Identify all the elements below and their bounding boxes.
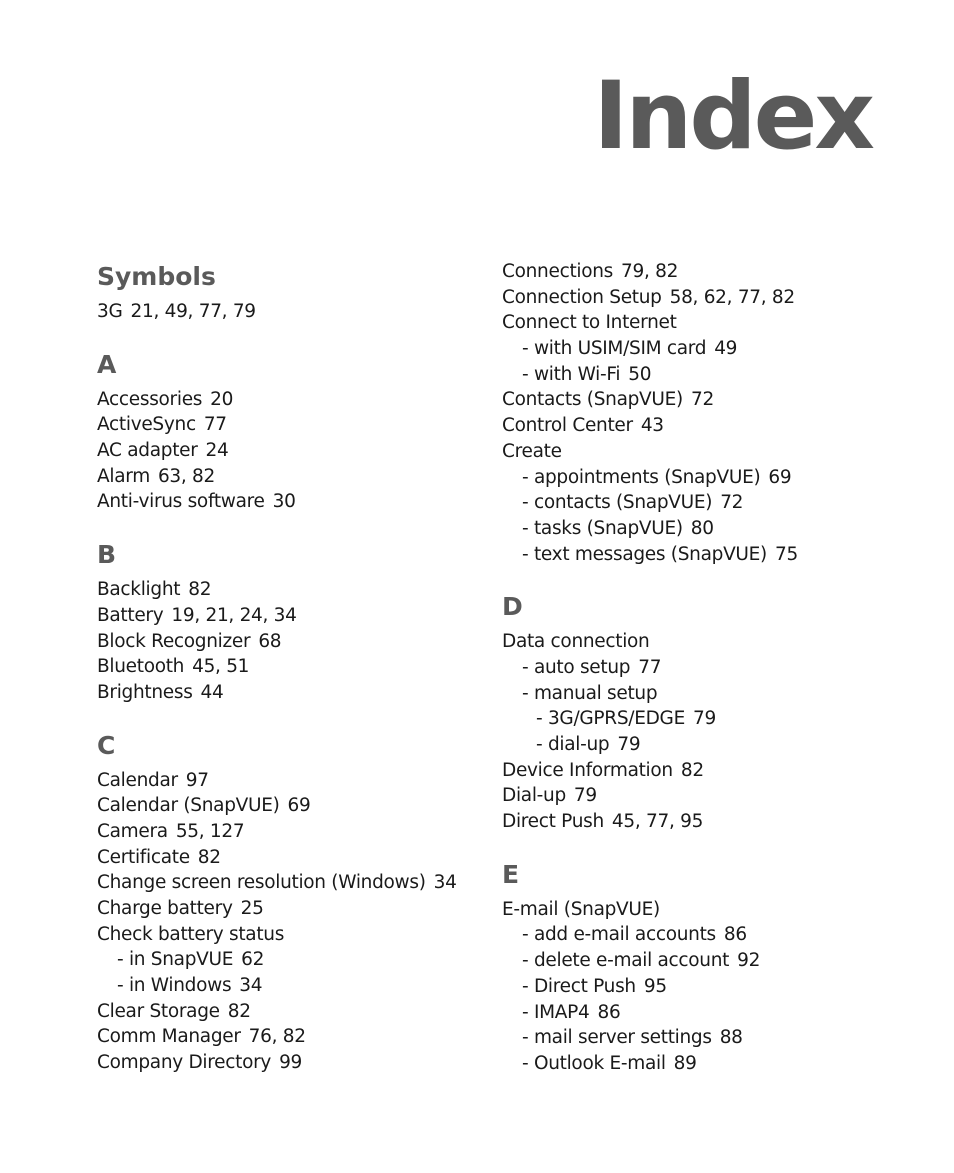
index-term: Block Recognizer [97,630,251,652]
index-term: Charge battery [97,898,233,919]
index-entry [97,999,497,1025]
index-entry-list [97,299,497,325]
index-term: - manual setup [522,682,658,704]
index-term: - with Wi-Fi [522,363,621,385]
index-term: Calendar (SnapVUE) [97,795,280,817]
index-entry-list [502,259,902,567]
index-entry [502,897,902,923]
index-term: - appointments (SnapVUE) [522,466,761,488]
index-term: Battery [97,604,164,626]
page-numbers: 82 [227,1000,251,1022]
index-entry [502,516,902,542]
index-entry [502,783,902,809]
index-term: - contacts (SnapVUE) [522,492,713,514]
section-heading-d: D [502,592,523,622]
index-term: - delete e-mail account [522,950,730,972]
index-term: - Direct Push [522,975,636,997]
index-entry [502,465,902,491]
page-numbers: 68 [258,630,282,652]
index-term: Brightness [97,681,193,703]
page-numbers: 77 [203,414,227,436]
index-entry [502,732,902,758]
section-heading-a: A [97,349,117,379]
page-numbers: 79, 82 [621,261,679,282]
index-term: Control Center [502,415,633,437]
page-numbers: 72 [690,389,714,411]
page-numbers: 49 [714,338,738,360]
page-numbers: 45, 51 [192,656,250,678]
page-numbers: 92 [737,950,761,972]
page-numbers: 21, 49, 77, 79 [130,301,256,322]
index-entry [97,845,497,871]
index-entry [97,387,497,413]
index-term: Camera [97,820,168,842]
index-term: Connect to Internet [502,312,677,334]
page-numbers: 82 [188,579,212,601]
page-numbers: 95 [643,975,667,997]
section-heading-c: C [97,730,116,760]
page-numbers: 30 [272,491,296,513]
page-numbers: 82 [680,759,704,781]
index-term: - mail server settings [522,1027,712,1049]
index-term: Calendar [97,769,178,791]
page-numbers: 20 [210,388,234,410]
section-heading-symbols: Symbols [97,262,216,291]
page-numbers: 82 [197,846,221,868]
index-term: Alarm [97,465,150,487]
index-entry [97,438,497,464]
index-term: - IMAP4 [522,1001,590,1023]
index-term: - 3G/GPRS/EDGE [536,708,685,730]
index-entry [502,1025,902,1051]
page-numbers: 79 [692,708,716,730]
page-numbers: 79 [573,785,597,807]
index-entry [502,490,902,516]
index-term: - in Windows [117,975,232,997]
index-entry [97,577,497,603]
index-term: ActiveSync [97,414,196,436]
index-entry [502,1000,902,1026]
index-term: Accessories [97,388,203,410]
page-numbers: 69 [287,795,311,817]
index-entry [97,973,497,999]
index-entry [97,299,497,325]
page-numbers: 43 [640,415,664,437]
index-term: AC adapter [97,440,198,462]
page-numbers: 50 [628,363,652,385]
page-numbers: 77 [638,656,662,678]
index-term: - tasks (SnapVUE) [522,517,683,539]
page-numbers: 76, 82 [248,1026,306,1048]
index-column-right [502,259,902,1077]
index-entry [502,387,902,413]
index-entry [502,948,902,974]
index-entry [502,809,902,835]
index-term: Device Information [502,759,673,781]
page-numbers: 86 [723,924,747,946]
page-numbers: 44 [200,681,224,703]
index-entry [97,489,497,515]
index-entry [502,259,902,285]
index-term: Comm Manager [97,1026,241,1048]
page-numbers: 97 [185,769,209,791]
index-term: Data connection [502,631,650,653]
page-numbers: 24 [205,440,229,462]
index-term: Connections [502,261,614,282]
index-entry [502,285,902,311]
index-term: Direct Push [502,811,604,833]
section-heading-b: B [97,540,117,570]
index-entry [97,870,497,896]
index-term: Certificate [97,846,190,868]
index-term: Anti-virus software [97,491,265,513]
page-numbers: 99 [279,1052,303,1074]
section-heading-e: E [502,859,520,889]
page-numbers: 89 [673,1052,697,1074]
index-entry [97,819,497,845]
index-entry [97,1024,497,1050]
page-numbers: 72 [720,492,744,514]
page-numbers: 34 [239,975,263,997]
index-entry [97,1050,497,1076]
index-entry [502,336,902,362]
index-term: Dial-up [502,785,566,807]
index-entry [502,655,902,681]
index-term: Check battery status [97,923,285,945]
index-entry [97,629,497,655]
index-entry [502,706,902,732]
index-entry [502,629,902,655]
index-term: Contacts (SnapVUE) [502,389,683,411]
index-column-left [97,259,497,1076]
page-numbers: 88 [719,1027,743,1049]
page-numbers: 62 [241,949,265,971]
index-term: Create [502,440,562,462]
page-numbers: 55, 127 [175,820,245,842]
index-term: Clear Storage [97,1000,220,1022]
page-numbers: 79 [617,734,641,755]
index-entry [97,654,497,680]
index-entry-list [502,629,902,835]
index-term: - with USIM/SIM card [522,338,707,360]
index-entry [97,464,497,490]
page-numbers: 75 [774,543,798,565]
page-numbers: 34 [433,872,457,894]
page-numbers: 63, 82 [157,465,215,487]
index-term: - add e-mail accounts [522,924,716,946]
index-term: 3G [97,301,123,322]
index-term: Bluetooth [97,656,185,678]
index-entry [97,896,497,922]
index-entry-list [502,897,902,1077]
index-entry [502,310,902,336]
index-term: Company Directory [97,1052,272,1074]
page-numbers: 86 [597,1001,621,1023]
page-numbers: 58, 62, 77, 82 [669,286,795,308]
index-term: - auto setup [522,656,631,678]
index-entry [97,793,497,819]
index-entry [502,1051,902,1077]
index-term: Backlight [97,579,181,601]
index-entry-list [97,768,497,1076]
index-entry [502,413,902,439]
index-term: - in SnapVUE [117,949,234,971]
index-entry-list [97,387,497,515]
page-numbers: 80 [690,517,714,539]
index-entry [502,542,902,568]
index-entry [97,947,497,973]
page-numbers: 45, 77, 95 [611,811,704,833]
index-entry [97,412,497,438]
index-entry [97,680,497,706]
index-entry [502,758,902,784]
page-title: Index [593,62,872,171]
index-term: E-mail (SnapVUE) [502,898,660,920]
index-entry [502,681,902,707]
index-entry [97,603,497,629]
index-entry [502,362,902,388]
index-term: - text messages (SnapVUE) [522,543,767,565]
index-term: - dial-up [536,734,610,755]
index-entry [502,974,902,1000]
index-term: - Outlook E-mail [522,1052,666,1074]
index-term: Connection Setup [502,286,662,308]
index-entry [97,768,497,794]
page-numbers: 19, 21, 24, 34 [171,604,297,626]
index-term: Change screen resolution (Windows) [97,872,426,894]
page-numbers: 25 [240,898,264,919]
index-entry [502,439,902,465]
index-entry-list [97,577,497,705]
index-entry [97,922,497,948]
page-numbers: 69 [768,466,792,488]
index-entry [502,922,902,948]
